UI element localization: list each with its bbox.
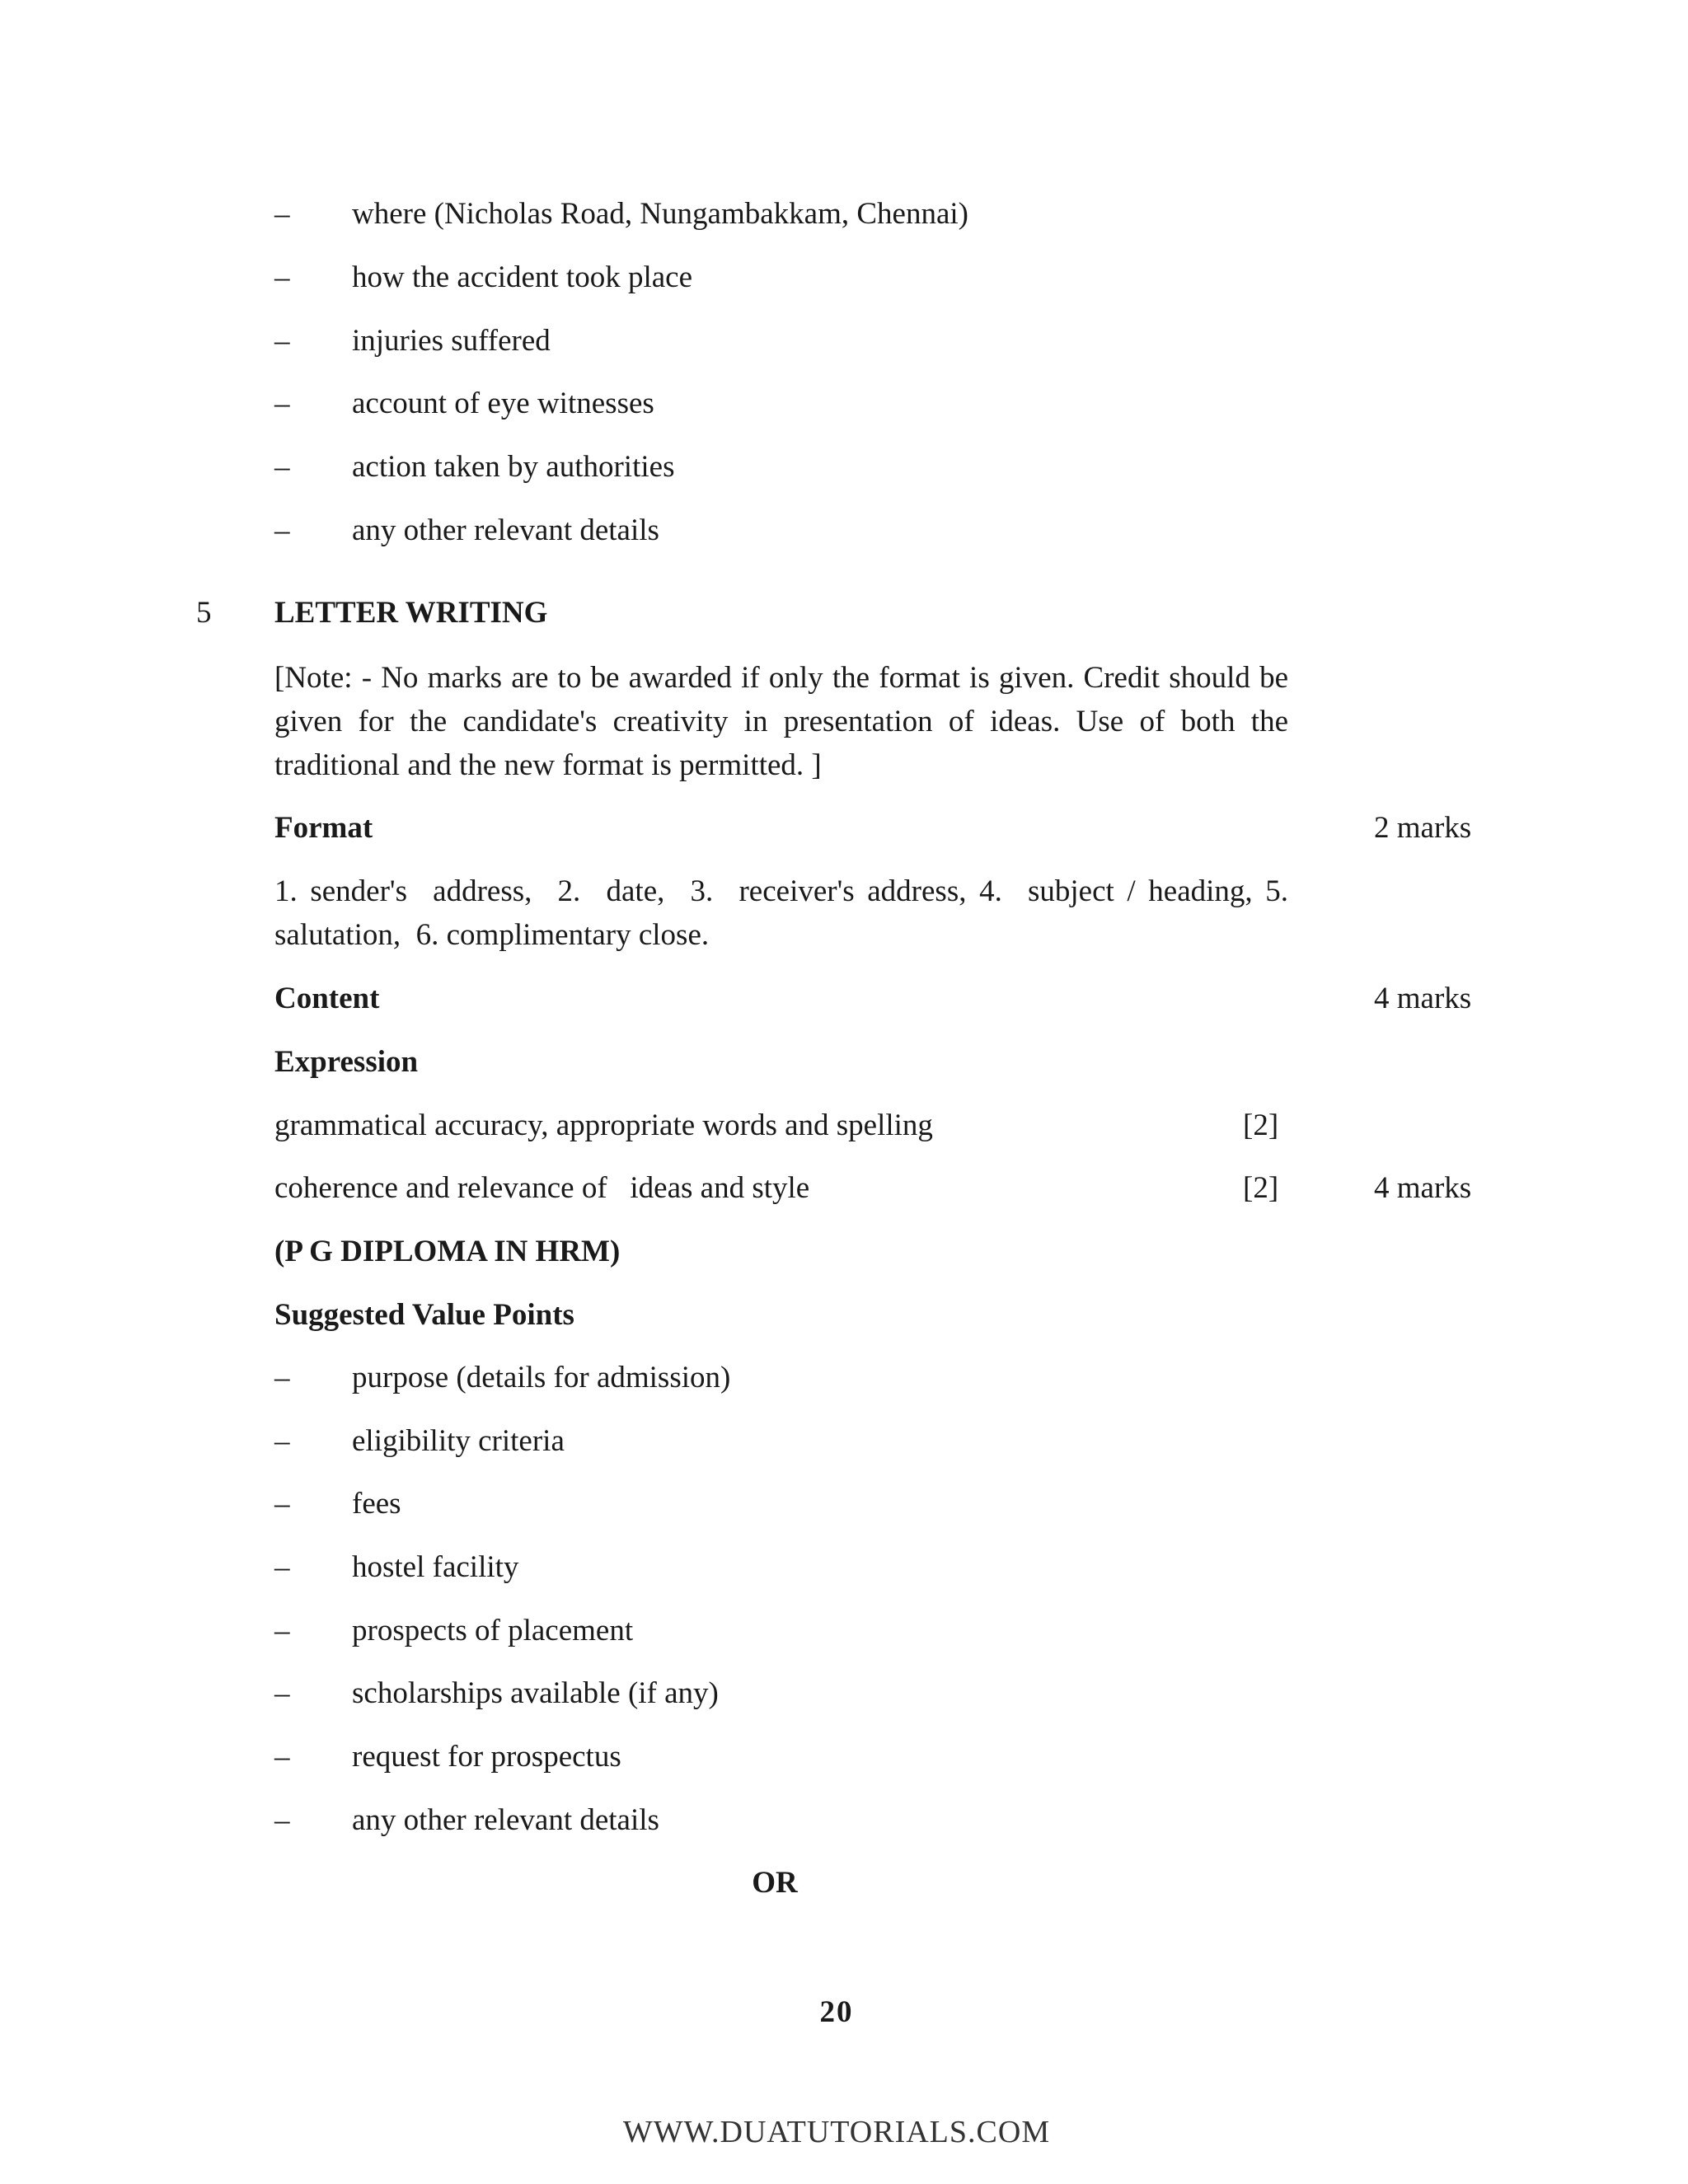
list-item: fees [352,1487,401,1521]
format-label: Format [274,811,373,845]
list-bullet: – [274,1550,290,1584]
list-item: where (Nicholas Road, Nungambakkam, Chennai) [352,197,969,231]
list-bullet: – [274,513,290,547]
list-item: prospects of placement [352,1614,634,1647]
expression-line-grammar: grammatical accuracy, appropriate words and spelling [274,1108,933,1142]
content-marks: 4 marks [1374,982,1472,1015]
value-points-heading: Suggested Value Points [274,1298,574,1332]
list-bullet: – [274,1740,290,1774]
list-bullet: – [274,197,290,231]
list-item: any other relevant details [352,513,659,547]
list-bullet: – [274,1487,290,1521]
list-bullet: – [274,260,290,294]
list-item: scholarships available (if any) [352,1676,719,1710]
list-bullet: – [274,1361,290,1394]
list-item: account of eye witnesses [352,387,654,420]
expression-line-coherence: coherence and relevance of ideas and style [274,1171,810,1205]
section-number: 5 [196,596,212,630]
section-note: [Note: - No marks are to be awarded if only the format is given. Credit should be given for the candidate's creativity in presentation of ideas. Use of both the traditional and the new format is permitted. ] [274,661,1288,782]
or-divider: OR [752,1866,798,1900]
list-item: how the accident took place [352,260,692,294]
list-item: eligibility criteria [352,1424,565,1458]
expression-line-grammar-bracket: [2] [1243,1108,1279,1142]
list-bullet: – [274,1676,290,1710]
list-item: action taken by authorities [352,450,675,484]
expression-marks: 4 marks [1374,1171,1472,1205]
list-item: purpose (details for admission) [352,1361,731,1394]
list-bullet: – [274,450,290,484]
list-item: injuries suffered [352,324,551,358]
page-number: 20 [819,1995,854,2029]
list-bullet: – [274,1803,290,1837]
content-label: Content [274,982,380,1015]
list-item: request for prospectus [352,1740,621,1774]
list-bullet: – [274,1614,290,1647]
format-text: 1. sender's address, 2. date, 3. receiver's address, 4. subject / heading, 5. salutation, 6. complimentary close. [274,874,1296,952]
list-item: hostel facility [352,1550,519,1584]
format-marks: 2 marks [1374,811,1472,845]
list-item: any other relevant details [352,1803,659,1837]
list-bullet: – [274,324,290,358]
expression-label: Expression [274,1045,419,1079]
list-bullet: – [274,387,290,420]
subheading: (P G DIPLOMA IN HRM) [274,1235,621,1268]
list-bullet: – [274,1424,290,1458]
expression-line-coherence-bracket: [2] [1243,1171,1279,1205]
footer-url[interactable]: WWW.DUATUTORIALS.COM [622,2115,1051,2149]
section-title: LETTER WRITING [274,596,548,630]
